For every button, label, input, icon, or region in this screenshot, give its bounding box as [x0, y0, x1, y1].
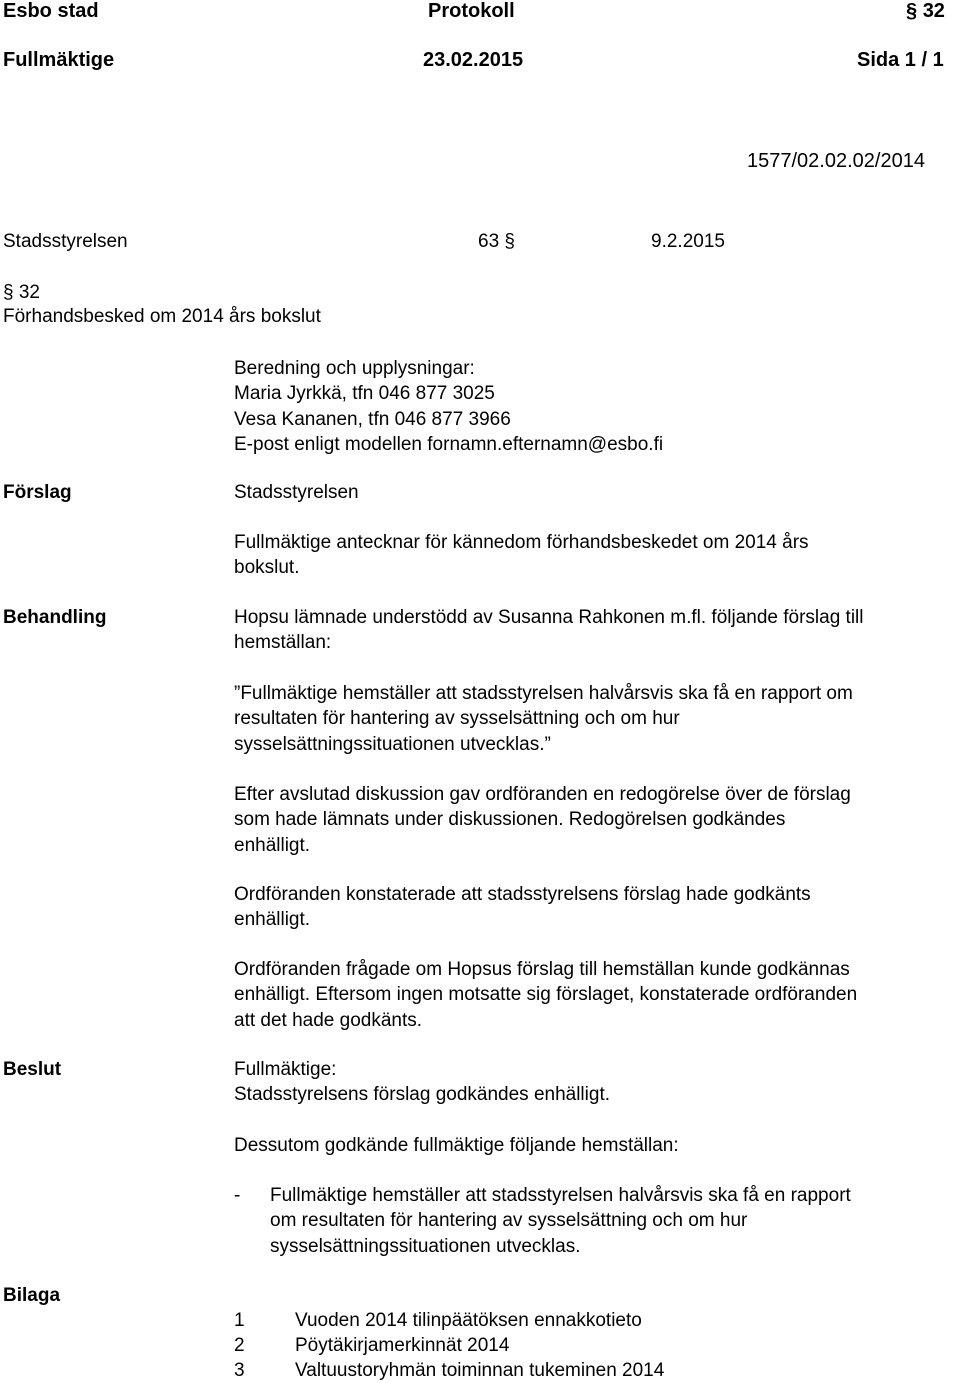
item-section: [3, 280, 40, 305]
prior-date: 9.2.2015: [651, 231, 725, 252]
beslut-block: [234, 1057, 954, 1108]
bullet-line: om resultaten för hantering av sysselsättning och om hur: [270, 1210, 748, 1232]
case-number: 1577/02.02.02/2014: [747, 150, 925, 172]
section-sign-icon: §: [906, 0, 918, 22]
item-title: Förhandsbesked om 2014 års bokslut: [3, 306, 321, 327]
behandling-line: att det hade godkänts.: [234, 1009, 423, 1031]
behandling-quote: [234, 681, 954, 757]
attachment-title: Valtuustoryhmän toiminnan tukeminen 2014: [295, 1360, 665, 1381]
contact-line: Maria Jyrkkä, tfn 046 877 3025: [234, 383, 495, 405]
prior-section-number: 63: [478, 231, 500, 252]
behandling-line: enhälligt.: [234, 909, 311, 931]
quote-line: sysselsättningssituationen utvecklas.”: [234, 733, 551, 755]
contact-line: E-post enligt modellen fornamn.efternamn@esbo.fi: [234, 433, 664, 455]
header-section-number: 32: [922, 0, 945, 22]
behandling-line: hemställan:: [234, 632, 332, 654]
attachment-item: [234, 1308, 642, 1333]
behandling-line: enhälligt. Eftersom ingen motsatte sig förslaget, konstaterade ordföranden: [234, 984, 858, 1006]
label-bilaga: Bilaga: [3, 1285, 61, 1306]
behandling-line: Hopsu lämnade understödd av Susanna Rahkonen m.fl. följande förslag till: [234, 607, 864, 628]
label-forslag: Förslag: [3, 482, 72, 503]
attachment-item: [234, 1358, 664, 1383]
beslut-body: Fullmäktige:: [234, 1059, 337, 1080]
label-behandling: Behandling: [3, 607, 107, 628]
behandling-line: enhälligt.: [234, 834, 311, 856]
attachment-number: 3: [234, 1360, 245, 1381]
prior-body: Stadsstyrelsen: [3, 231, 128, 252]
forslag-text: [234, 530, 954, 581]
quote-line: resultaten för hantering av sysselsättning och om hur: [234, 708, 680, 730]
header-section: [906, 0, 945, 24]
behandling-para3: [234, 882, 954, 933]
label-beslut: Beslut: [3, 1059, 62, 1080]
behandling-para2: [234, 782, 954, 858]
section-sign-icon: §: [504, 231, 515, 252]
attachment-item: [234, 1333, 509, 1358]
attachment-title: Vuoden 2014 tilinpäätöksen ennakkotieto: [295, 1310, 642, 1331]
behandling-intro: [234, 605, 954, 656]
attachment-number: 2: [234, 1335, 245, 1356]
behandling-line: Ordföranden frågade om Hopsus förslag till hemställan kunde godkännas: [234, 959, 850, 980]
org-name: Esbo stad: [3, 0, 99, 22]
attachment-title: Pöytäkirjamerkinnät 2014: [295, 1335, 510, 1356]
doc-type: Protokoll: [428, 0, 515, 22]
forslag-proposer: Stadsstyrelsen: [234, 482, 359, 503]
quote-line: ”Fullmäktige hemställer att stadsstyrelsen halvårsvis ska få en rapport om: [234, 683, 853, 704]
item-section-number: 32: [18, 282, 40, 303]
prior-section: [478, 229, 515, 254]
contact-line: Vesa Kananen, tfn 046 877 3966: [234, 408, 511, 430]
bullet-line: Fullmäktige hemställer att stadsstyrelsen halvårsvis ska få en rapport: [270, 1185, 851, 1206]
beslut-decision: Stadsstyrelsens förslag godkändes enhälligt.: [234, 1084, 611, 1106]
forslag-line: Fullmäktige antecknar för kännedom förhandsbeskedet om 2014 års: [234, 532, 809, 553]
behandling-line: Ordföranden konstaterade att stadsstyrelsens förslag hade godkänts: [234, 884, 811, 905]
behandling-line: Efter avslutad diskussion gav ordföranden en redogörelse över de förslag: [234, 784, 851, 805]
contacts-block: [234, 356, 954, 457]
body-name: Fullmäktige: [3, 49, 115, 71]
bullet-dash: -: [234, 1185, 241, 1206]
behandling-line: som hade lämnats under diskussionen. Redogörelsen godkändes: [234, 809, 786, 831]
contacts-heading: Beredning och upplysningar:: [234, 358, 475, 379]
beslut-extra: Dessutom godkände fullmäktige följande hemställan:: [234, 1135, 679, 1156]
bullet-line: sysselsättningssituationen utvecklas.: [270, 1235, 581, 1257]
section-sign-icon: §: [3, 282, 14, 303]
behandling-para4: [234, 957, 954, 1033]
forslag-line: bokslut.: [234, 557, 300, 579]
page-number: Sida 1 / 1: [857, 49, 944, 71]
meeting-date: 23.02.2015: [423, 49, 524, 71]
attachment-number: 1: [234, 1310, 245, 1331]
beslut-bullet-text: [270, 1183, 950, 1259]
